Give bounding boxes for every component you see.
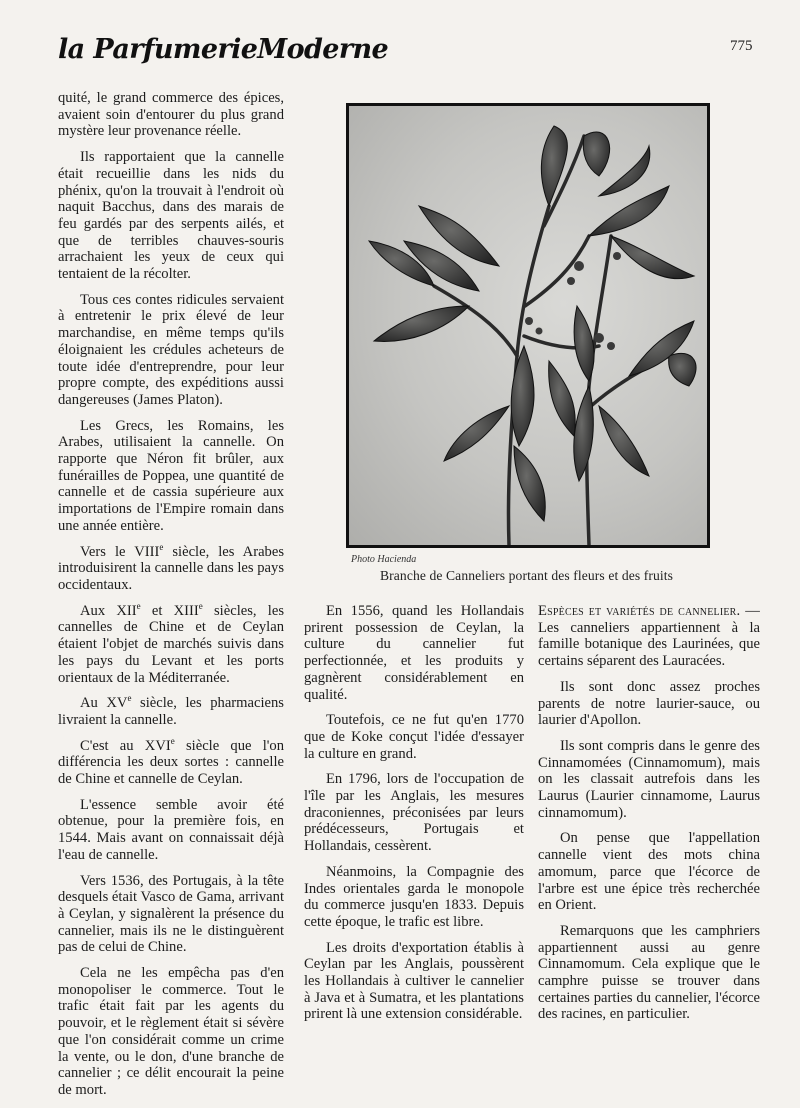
text-run: Les canneliers appartiennent à la famille botanique des Laurinées, que certains séparent des Lauracées. — [538, 619, 760, 670]
photo-credit: Photo Hacienda — [351, 554, 417, 565]
paragraph: Tous ces contes ridicules servaient à entretenir le prix élevé de leur marchandise, en même temps qu'ils éloignaient les crédules acheteurs de toute idée d'entreprendre, pour leur propre compte, des expéditions aussi dangereuses (James Platon). — [58, 291, 284, 408]
text-run: C'est au XVI — [80, 737, 171, 754]
column-left — [58, 90, 284, 1108]
superscript: e — [170, 735, 175, 746]
paragraph — [538, 603, 760, 670]
leaves — [369, 126, 696, 521]
text-run: siècle, les Arabes introduisirent la cannelle dans les pays occidentaux. — [58, 543, 284, 593]
paragraph: Remarquons que les camphriers appartiennent aussi au genre Cinnamomum. Cela explique que le camphre puisse se trouver dans certaines parties du cannelier, l'écorce des racines, en particulier. — [538, 922, 760, 1023]
paragraph — [58, 735, 284, 788]
photo-background — [349, 106, 707, 545]
superscript: e — [136, 600, 141, 611]
paragraph: Ils sont donc assez proches parents de notre laurier-sauce, ou laurier d'Apollon. — [538, 678, 760, 729]
paragraph: En 1556, quand les Hollandais prirent possession de Ceylan, la culture du cannelier fut perfectionnée, et les produits y gagnèrent considérablement en qualité. — [304, 603, 524, 703]
paragraph: Toutefois, ce ne fut qu'en 1770 que de Koke conçut l'idée d'essayer la culture en grand. — [304, 712, 524, 762]
paragraph: Ils sont compris dans le genre des Cinnamomées (Cinnamomum), mais on les classait autrefois dans les Laurus (Laurier cinnamome, Laurus cinnamomum). — [538, 737, 760, 821]
text-run: Vers le VIII — [80, 543, 160, 560]
column-middle — [304, 603, 524, 1032]
text-run: et XIII — [140, 602, 199, 619]
page-number: 775 — [730, 38, 753, 54]
paragraph: En 1796, lors de l'occupation de l'île par les Anglais, les mesures draconiennes, préconisées par leurs prédécesseurs, Portugais et Hollandais, cessèrent. — [304, 771, 524, 855]
paragraph: quité, le grand commerce des épices, avaient soin d'entourer du plus grand mystère leur provenance réelle. — [58, 90, 284, 140]
paragraph — [58, 600, 284, 687]
text-run: siècles, les cannelles de Chine et de Ceylan étaient l'objet de marchés suivis dans les pays du Levant et les ports orientaux de la Méditerranée. — [58, 602, 284, 686]
paragraph: Ils rapportaient que la cannelle était recueillie dans les nids du phénix, qu'on la trouvait à l'endroit où naquit Bacchus, dans des marais de feu gardés par des serpents ailés, et que de terribles chauves-souris arrachaient les yeux de ceux qui tentaient de la récolter. — [58, 149, 284, 283]
paragraph — [58, 695, 284, 728]
paragraph: On pense que l'appellation cannelle vient des mots china amomum, parce que l'écorce de l'arbre est une épice très recherchée en Orient. — [538, 830, 760, 914]
paragraph: Cela ne les empêcha pas d'en monopoliser le commerce. Tout le trafic était fait par les agents du pouvoir, et le règlement était si sévère que l'on considérait comme un crime la vente, ou le don, d'une branche de cannelier ; ce délit encourait la peine de mort. — [58, 965, 284, 1098]
paragraph: Vers 1536, des Portugais, à la tête desquels était Vasco de Gama, arrivant à Ceylan, y signalèrent la présence du cannelier, mais ils ne le distinguèrent pas de celui de Chine. — [58, 872, 284, 956]
photo-frame — [346, 103, 710, 548]
paragraph — [58, 541, 284, 594]
superscript: e — [198, 600, 203, 611]
text-run: siècle que l'on différencia les deux sortes : cannelle de Chine et cannelle de Ceylan. — [58, 737, 284, 788]
superscript: e — [159, 541, 164, 552]
paragraph: L'essence semble avoir été obtenue, pour la première fois, en 1544. Mais avant on connaissait déjà l'eau de cannelle. — [58, 796, 284, 863]
text-run: Au XV — [80, 695, 128, 712]
section-heading: Espèces et variétés de cannelier. — — [538, 603, 760, 619]
text-run: siècle, les pharmaciens livraient la cannelle. — [58, 695, 284, 728]
cinnamon-branch-photo — [349, 106, 707, 545]
superscript: e — [127, 693, 132, 704]
text-run: Aux XII — [80, 602, 137, 619]
masthead-logo: la ParfumerieModerne — [58, 34, 389, 65]
column-right — [538, 603, 760, 1032]
paragraph: Les droits d'exportation établis à Ceylan par les Anglais, poussèrent les Hollandais à cultiver le cannelier à Java et à Sumatra, et les plantations prirent là une extension considérable. — [304, 939, 524, 1023]
paragraph: Néanmoins, la Compagnie des Indes orientales garda le monopole du commerce jusqu'en 1833. Depuis cette époque, le trafic est libre. — [304, 863, 524, 930]
figure-caption: Branche de Canneliers portant des fleurs et des fruits — [380, 568, 674, 583]
paragraph: Les Grecs, les Romains, les Arabes, utilisaient la cannelle. On rapporte que Néron fit brûler, aux funérailles de Poppea, une quantité de cannelle et de cassia supérieure aux importations de l'Empire romain dans une année entière. — [58, 417, 284, 534]
